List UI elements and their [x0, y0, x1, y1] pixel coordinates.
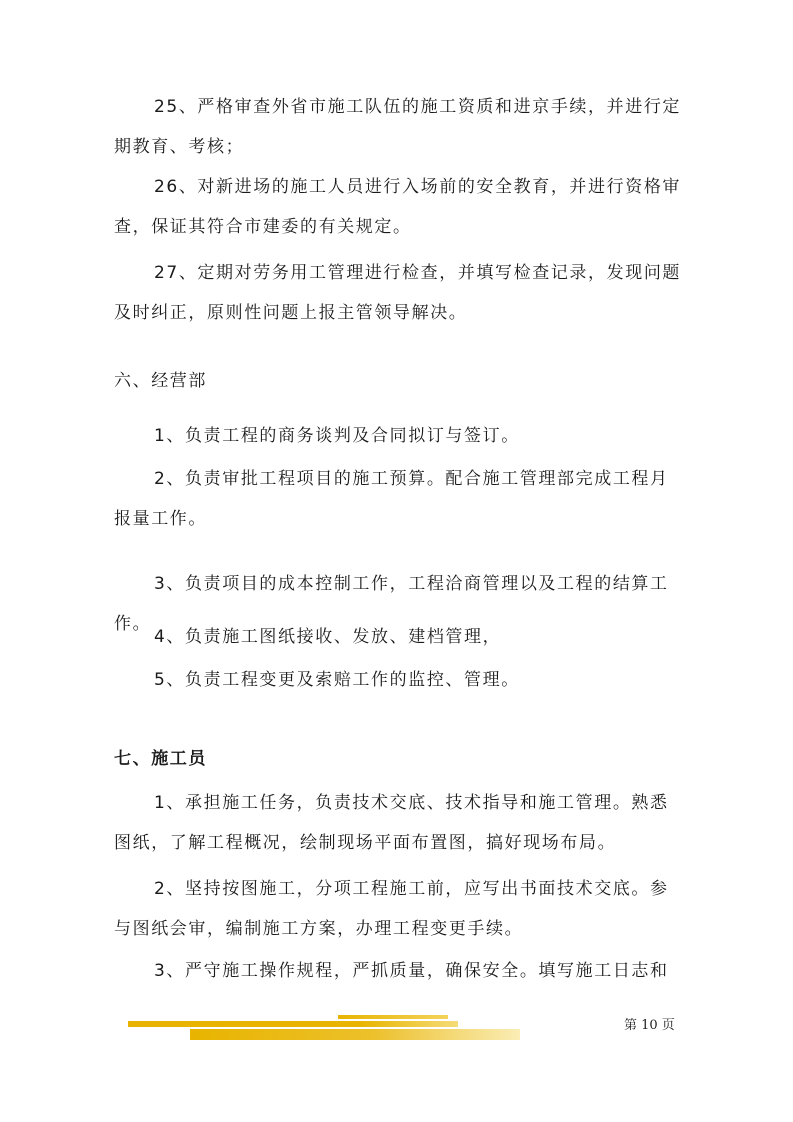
list-item: 27、定期对劳务用工管理进行检查，并填写检查记录，发现问题及时纠正，原则性问题上报主管领导解决。 [114, 263, 682, 323]
list-item: 5、负责工程变更及索赔工作的监控、管理。 [154, 670, 520, 690]
list-item: 1、负责工程的商务谈判及合同拟订与签订。 [154, 426, 520, 446]
footer-bar-middle [128, 1021, 458, 1027]
list-item: 3、严守施工操作规程，严抓质量，确保安全。填写施工日志和 [154, 961, 669, 981]
list-item: 4、负责施工图纸接收、发放、建档管理， [154, 627, 502, 647]
list-item: 2、坚持按图施工，分项工程施工前，应写出书面技术交底。参与图纸会审，编制施工方案，办理工程变更手续。 [114, 879, 669, 939]
list-item: 26、对新进场的施工人员进行入场前的安全教育，并进行资格审查，保证其符合市建委的有关规定。 [114, 177, 682, 237]
section-heading-six: 六、经营部 [114, 371, 207, 391]
page-number: 第 10 页 [624, 1018, 675, 1033]
list-item: 25、严格审查外省市施工队伍的施工资质和进京手续，并进行定期教育、考核； [114, 97, 682, 157]
list-item: 3、负责项目的成本控制工作，工程洽商管理以及工程的结算工作。 [114, 574, 669, 634]
footer-bar-top [338, 1015, 448, 1019]
footer-bar-bottom [190, 1029, 520, 1040]
list-item: 2、负责审批工程项目的施工预算。配合施工管理部完成工程月报量工作。 [114, 469, 669, 529]
section-heading-seven: 七、施工员 [114, 749, 207, 769]
list-item: 1、承担施工任务，负责技术交底、技术指导和施工管理。熟悉图纸，了解工程概况，绘制现场平面布置图，搞好现场布局。 [114, 793, 669, 853]
